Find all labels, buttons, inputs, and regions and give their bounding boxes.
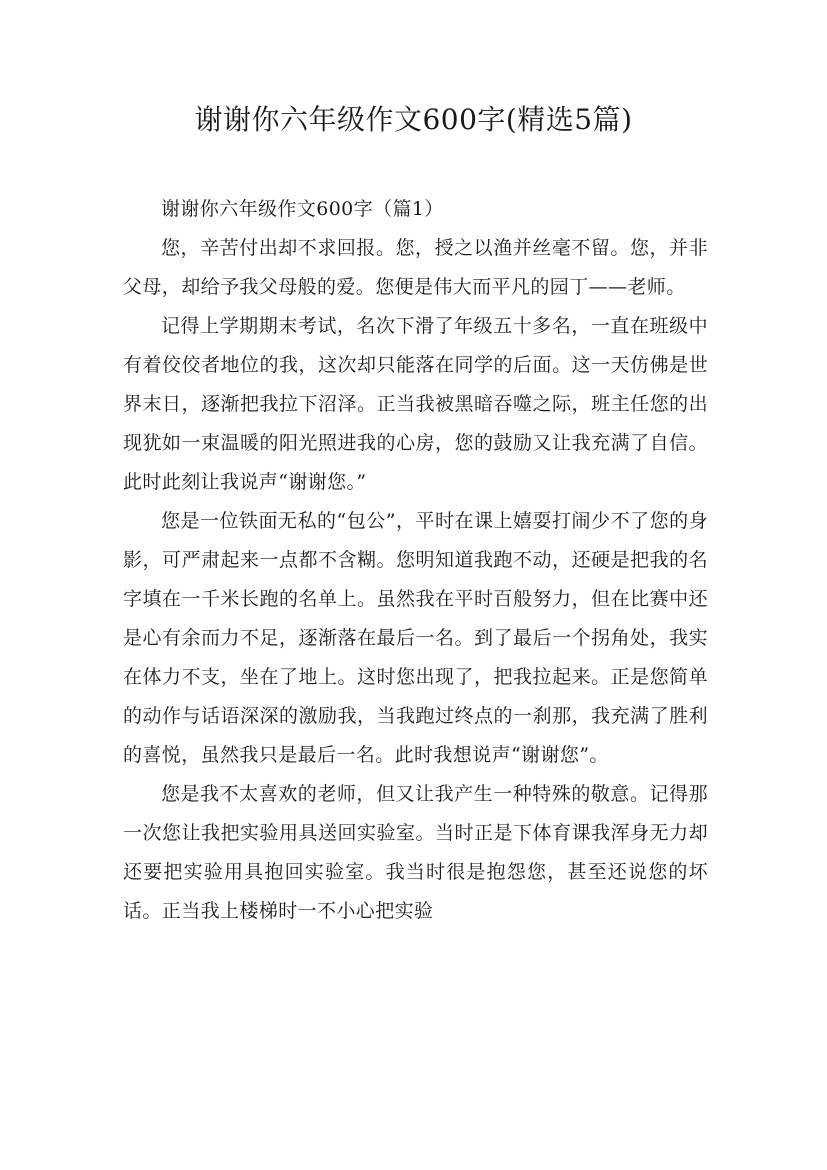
- document-body: [123, 190, 708, 931]
- document-title: 谢谢你六年级作文600字(精选5篇): [194, 103, 633, 136]
- paragraph-2: 记得上学期期末考试，名次下滑了年级五十多名，一直在班级中有着佼佼者地位的我，这次却只能落在同学的后面。这一天仿佛是世界末日，逐渐把我拉下沼泽。正当我被黑暗吞噬之际，班主任您的出现犹如一束温暖的阳光照进我的心房，您的鼓励又让我充满了自信。此时此刻让我说声“谢谢您。”: [123, 315, 708, 493]
- section-heading: 谢谢你六年级作文600字（篇1）: [161, 198, 444, 220]
- paragraph-1: 您，辛苦付出却不求回报。您，授之以渔并丝毫不留。您，并非父母，却给予我父母般的爱。您便是伟大而平凡的园丁——老师。: [123, 237, 708, 298]
- paragraph-4: 您是我不太喜欢的老师，但又让我产生一种特殊的敬意。记得那一次您让我把实验用具送回实验室。当时正是下体育课我浑身无力却还要把实验用具抱回实验室。我当时很是抱怨您，甚至还说您的坏话。正当我上楼梯时一不小心把实验: [123, 783, 708, 922]
- paragraph-3: 您是一位铁面无私的“包公”，平时在课上嬉耍打闹少不了您的身影，可严肃起来一点都不含糊。您明知道我跑不动，还硬是把我的名字填在一千米长跑的名单上。虽然我在平时百般努力，但在比赛中还是心有余而力不足，逐渐落在最后一名。到了最后一个拐角处，我实在体力不支，坐在了地上。这时您出现了，把我拉起来。正是您简单的动作与话语深深的激励我，当我跑过终点的一刹那，我充满了胜利的喜悦，虽然我只是最后一名。此时我想说声“谢谢您”。: [123, 510, 708, 766]
